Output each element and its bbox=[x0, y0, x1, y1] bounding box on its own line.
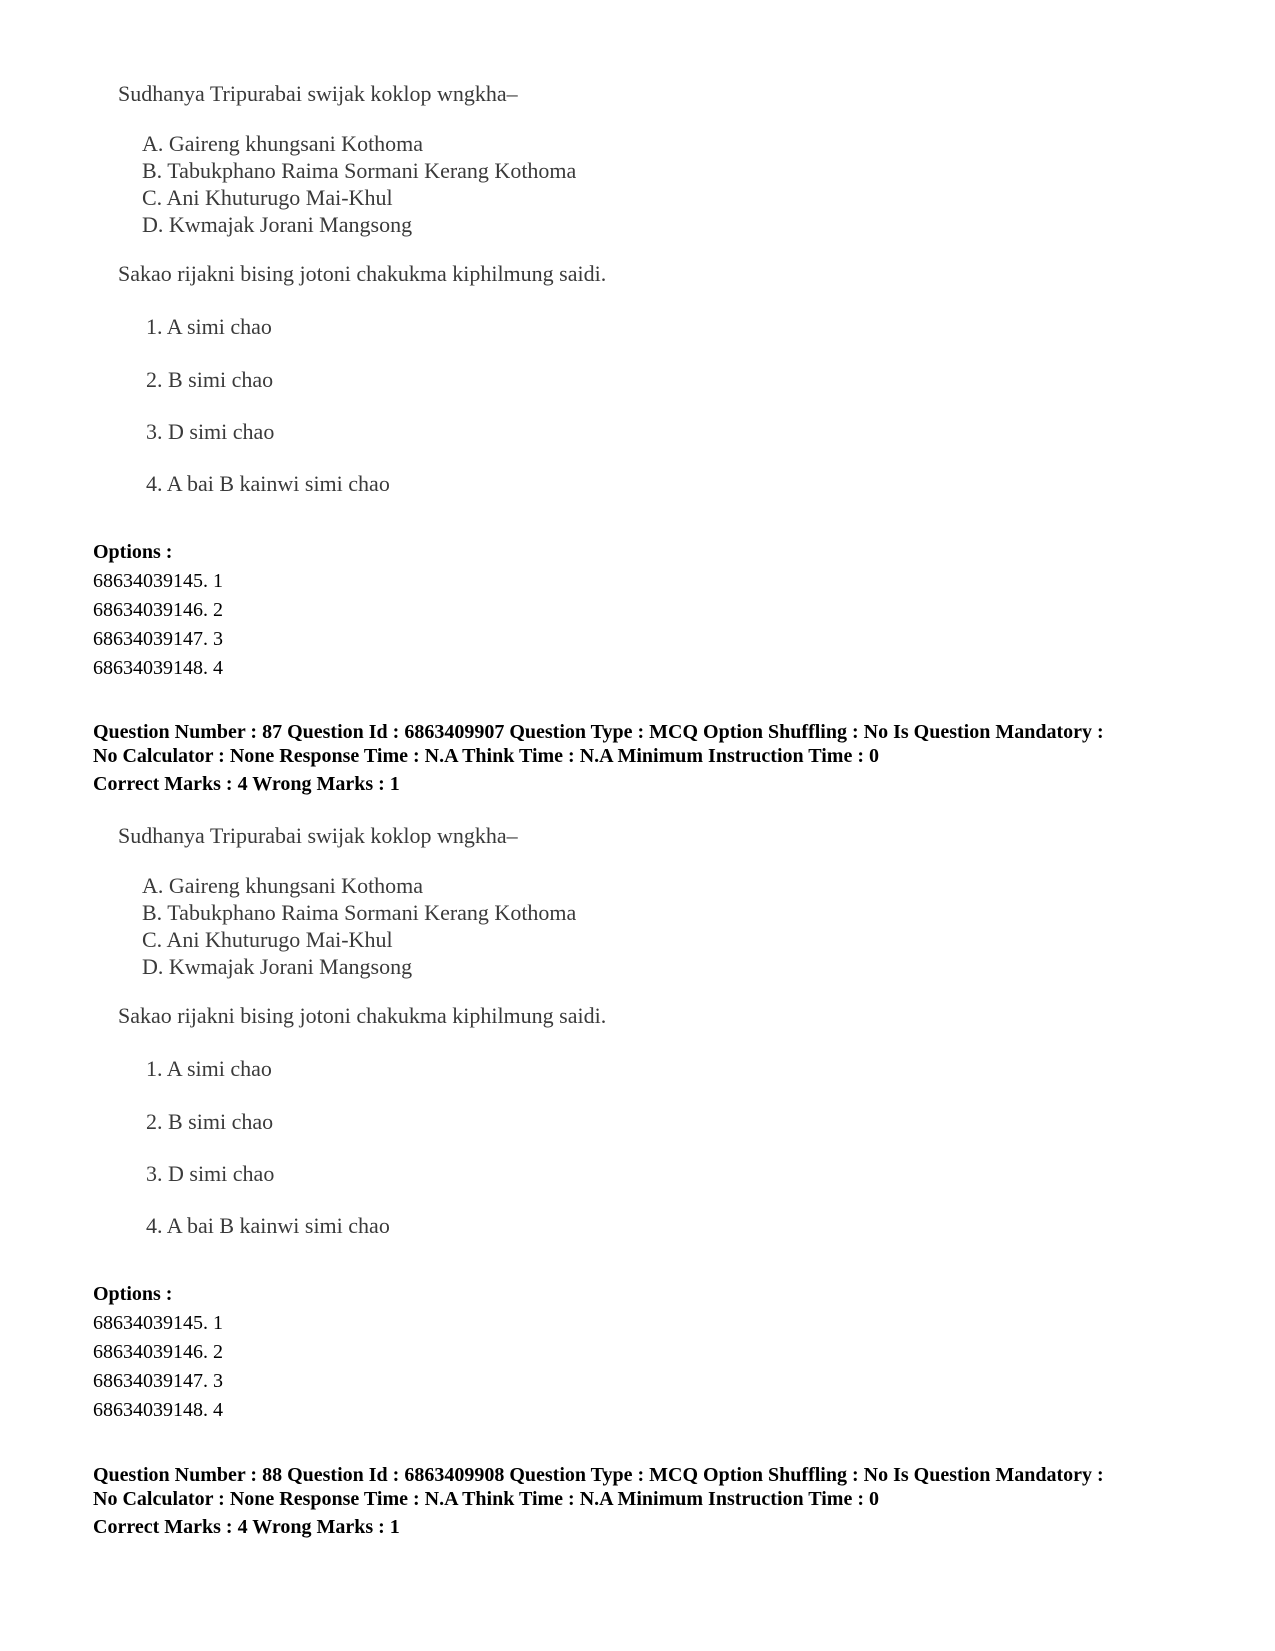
options-block-1 bbox=[93, 538, 223, 683]
choice-4: 4. A bai B kainwi simi chao bbox=[146, 1213, 390, 1238]
statement-c: C. Ani Khuturugo Mai-Khul bbox=[142, 185, 393, 210]
choice-2: 2. B simi chao bbox=[146, 367, 274, 392]
choice-2: 2. B simi chao bbox=[146, 1109, 274, 1134]
question-instruction: Sakao rijakni bising jotoni chakukma kiphilmung saidi. bbox=[118, 261, 607, 286]
statement-d: D. Kwmajak Jorani Mangsong bbox=[142, 954, 413, 979]
statement-d: D. Kwmajak Jorani Mangsong bbox=[142, 212, 413, 237]
option-row: 68634039147. 3 bbox=[93, 628, 223, 650]
question-stem: Sudhanya Tripurabai swijak koklop wngkha– bbox=[118, 81, 518, 106]
question-meta-line: No Calculator : None Response Time : N.A Think Time : N.A Minimum Instruction Time : 0 bbox=[93, 745, 879, 767]
option-row: 68634039148. 4 bbox=[93, 657, 223, 679]
question-meta-line: Question Number : 87 Question Id : 6863409907 Question Type : MCQ Option Shuffling : No Is Question Mandatory : bbox=[93, 721, 1104, 743]
option-row: 68634039148. 4 bbox=[93, 1399, 223, 1421]
question-marks: Correct Marks : 4 Wrong Marks : 1 bbox=[93, 773, 400, 795]
option-row: 68634039147. 3 bbox=[93, 1370, 223, 1392]
question-image-1 bbox=[108, 80, 748, 500]
choice-3: 3. D simi chao bbox=[146, 419, 275, 444]
question-instruction: Sakao rijakni bising jotoni chakukma kiphilmung saidi. bbox=[118, 1003, 607, 1028]
question-meta-line: No Calculator : None Response Time : N.A Think Time : N.A Minimum Instruction Time : 0 bbox=[93, 1488, 879, 1510]
choice-3: 3. D simi chao bbox=[146, 1161, 275, 1186]
statement-a: A. Gaireng khungsani Kothoma bbox=[142, 873, 424, 898]
options-block-2 bbox=[93, 1280, 223, 1425]
option-row: 68634039145. 1 bbox=[93, 570, 223, 592]
question-marks: Correct Marks : 4 Wrong Marks : 1 bbox=[93, 1516, 400, 1538]
statement-a: A. Gaireng khungsani Kothoma bbox=[142, 131, 424, 156]
options-label: Options : bbox=[93, 541, 173, 563]
choice-4: 4. A bai B kainwi simi chao bbox=[146, 471, 390, 496]
question-meta-line: Question Number : 88 Question Id : 6863409908 Question Type : MCQ Option Shuffling : No Is Question Mandatory : bbox=[93, 1464, 1104, 1486]
choice-1: 1. A simi chao bbox=[146, 314, 272, 339]
question-meta-88 bbox=[93, 1463, 1213, 1539]
choice-1: 1. A simi chao bbox=[146, 1056, 272, 1081]
option-row: 68634039146. 2 bbox=[93, 599, 223, 621]
options-label: Options : bbox=[93, 1283, 173, 1305]
question-stem: Sudhanya Tripurabai swijak koklop wngkha– bbox=[118, 823, 518, 848]
statement-c: C. Ani Khuturugo Mai-Khul bbox=[142, 927, 393, 952]
statement-b: B. Tabukphano Raima Sormani Kerang Kothoma bbox=[142, 900, 577, 925]
question-image-2 bbox=[108, 822, 748, 1242]
question-meta-87 bbox=[93, 720, 1213, 796]
option-row: 68634039145. 1 bbox=[93, 1312, 223, 1334]
option-row: 68634039146. 2 bbox=[93, 1341, 223, 1363]
statement-b: B. Tabukphano Raima Sormani Kerang Kothoma bbox=[142, 158, 577, 183]
